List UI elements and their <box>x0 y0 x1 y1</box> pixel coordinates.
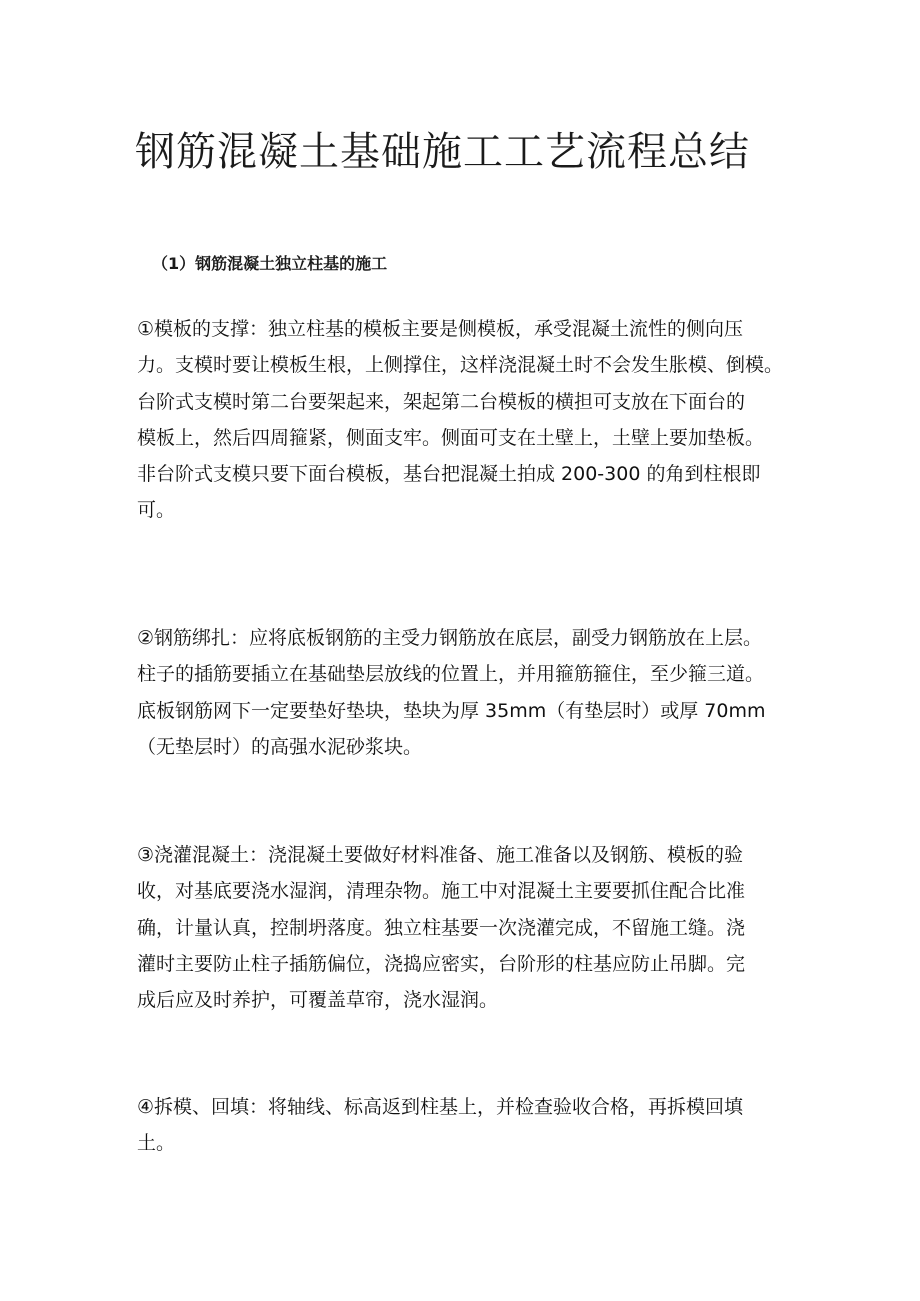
paragraph-line: 台阶式支模时第二台要架起来，架起第二台模板的横担可支放在下面台的 <box>137 390 746 413</box>
paragraph-formwork-removal-backfill <box>137 1089 797 1162</box>
paragraph-line: （无垫层时）的高强水泥砂浆块。 <box>137 735 423 758</box>
paragraph-line: 土。 <box>137 1132 176 1155</box>
paragraph-line: ③浇灌混凝土：浇混凝土要做好材料准备、施工准备以及钢筋、模板的验 <box>137 844 744 866</box>
paragraph-line: 收，对基底要浇水湿润，清理杂物。施工中对混凝土主要要抓住配合比准 <box>137 880 746 903</box>
paragraph-formwork-support <box>137 311 797 529</box>
document-title: 钢筋混凝土基础施工工艺流程总结 <box>135 129 750 175</box>
paragraph-line: 非台阶式支模只要下面台模板，基台把混凝土拍成 200-300 的角到柱根即 <box>137 463 761 486</box>
paragraph-line: 成后应及时养护，可覆盖草帘，浇水湿润。 <box>137 989 499 1012</box>
paragraph-rebar-binding <box>137 620 797 765</box>
paragraph-line: 底板钢筋网下一定要垫好垫块，垫块为厚 35mm（有垫层时）或厚 70mm <box>137 699 766 722</box>
paragraph-line: 模板上，然后四周箍紧，侧面支牢。侧面可支在土壁上，土壁上要加垫板。 <box>137 426 765 449</box>
paragraph-line: 柱子的插筋要插立在基础垫层放线的位置上，并用箍筋箍住，至少箍三道。 <box>137 663 765 686</box>
paragraph-line: ④拆模、回填：将轴线、标高返到柱基上，并检查验收合格，再拆模回填 <box>137 1096 744 1118</box>
paragraph-line: 力。支模时要让模板生根，上侧撑住，这样浇混凝土时不会发生胀模、倒模。 <box>137 354 784 377</box>
paragraph-line: 灌时主要防止柱子插筋偏位，浇捣应密实，台阶形的柱基应防止吊脚。完 <box>137 952 746 975</box>
section-heading: （1）钢筋混凝土独立柱基的施工 <box>152 254 388 273</box>
paragraph-concrete-pouring <box>137 837 797 1018</box>
paragraph-line: ②钢筋绑扎：应将底板钢筋的主受力钢筋放在底层，副受力钢筋放在上层。 <box>137 627 763 649</box>
paragraph-line: 确，计量认真，控制坍落度。独立柱基要一次浇灌完成，不留施工缝。浇 <box>137 916 746 939</box>
paragraph-line: ①模板的支撑：独立柱基的模板主要是侧模板，承受混凝土流性的侧向压 <box>137 318 744 340</box>
paragraph-line: 可。 <box>137 499 176 522</box>
